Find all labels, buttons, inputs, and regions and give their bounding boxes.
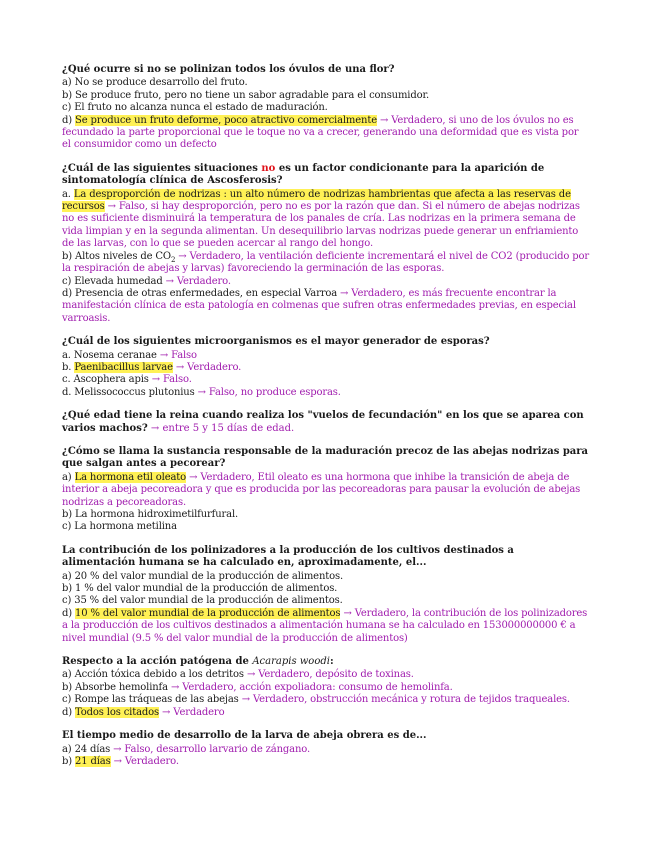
question-block-7 (62, 656, 590, 719)
option-c (62, 694, 590, 706)
option-a (62, 669, 590, 681)
answer-note: → Falso, desarrollo larvario de zángano. (113, 743, 310, 755)
option-prefix: a) (62, 471, 75, 483)
question-title (62, 163, 590, 188)
question-block-1 (62, 64, 590, 152)
answer-note: → Falso, si hay desproporción, pero no es por la razón que dan. Si el número de abejas nodrizas no es suficiente disminuirá la temperatura de los panales de cría. Las nodrizas en la primera semana de vida limpian y en la segunda alimentan. Un desequilibrio larvas nodrizas puede generar un enfriamiento de las larvas, con lo que se pueden acercar al rango del hongo. (62, 201, 580, 250)
question-block-3 (62, 336, 590, 399)
highlighted-answer: 21 días (75, 755, 111, 767)
answer-note: → Verdadero, la contribución de los polinizadores a la producción de los cultivos destinados a alimentación humana se ha calculado en 153000000000 € a nivel mundial (9.5 % del valor mundial de la producción de alimentos) (62, 607, 588, 644)
option-text: d. Melissococcus plutonius (62, 386, 198, 398)
question-title (62, 656, 590, 668)
question-title: El tiempo medio de desarrollo de la larva de abeja obrera es de... (62, 730, 427, 742)
answer-note: → Verdadero, Etil oleato es una hormona que inhibe la transición de abeja de interior a abeja pecoreadora y que es producida por las pecoreadoras para pausar la evolución de abejas nodrizas a pecoreadoras. (62, 471, 581, 508)
answer-note: → Falso (159, 349, 197, 361)
option-b (62, 682, 590, 694)
answer-note: → Verdadero, obstrucción mecánica y rotura de tejidos traqueales. (241, 694, 570, 706)
option-b: b) Se produce fruto, pero no tiene un sabor agradable para el consumidor. (62, 89, 430, 101)
option-c (62, 276, 590, 288)
highlighted-answer: Se produce un fruto deforme, poco atractivo comercialmente (75, 114, 377, 126)
answer-note: → Verdadero. (165, 275, 231, 287)
option-b: b) La hormona hidroximetilfurfural. (62, 509, 239, 520)
title-part: es un factor condicionante para la aparición de sintomatología clínica de Ascosferosis? (62, 162, 545, 187)
document-content (62, 64, 590, 779)
highlighted-answer: La hormona etil oleato (74, 471, 187, 483)
option-prefix: d) (62, 114, 76, 126)
option-prefix: b. (62, 361, 75, 373)
species-name: Acarapis woodi (252, 656, 330, 668)
question-title: ¿Qué ocurre si no se polinizan todos los óvulos de una flor? (62, 64, 395, 75)
option-d (62, 608, 590, 645)
question-block-5 (62, 446, 590, 534)
answer-note: → entre 5 y 15 días de edad. (147, 422, 295, 434)
option-text: d) Presencia de otras enfermedades, en especial Varroa (62, 287, 341, 299)
option-b (62, 756, 590, 768)
option-c (62, 374, 590, 386)
option-a (62, 189, 590, 251)
highlighted-answer: Paenibacillus larvae (74, 361, 173, 373)
option-text: c) Rompe las tráqueas de las abejas (62, 694, 242, 706)
answer-note: → Verdadero, depósito de toxinas. (246, 669, 414, 681)
option-text: c) Elevada humedad (62, 275, 166, 287)
option-text: a) Acción tóxica debido a los detritos (62, 669, 247, 681)
option-c: c) 35 % del valor mundial de la producción de alimentos. (62, 595, 343, 607)
option-text: a) 24 días (62, 743, 114, 755)
option-b: b) 1 % del valor mundial de la producción de alimentos. (62, 583, 338, 595)
question-title: ¿Cuál de los siguientes microorganismos es el mayor generador de esporas? (62, 336, 490, 348)
title-part: ¿Cuál de las siguientes situaciones (62, 162, 262, 174)
option-text: c. Ascophera apis (62, 374, 152, 386)
answer-note: → Verdadero. (172, 361, 242, 373)
option-d (62, 387, 590, 399)
option-a (62, 350, 590, 362)
answer-note: → Verdadero. (110, 755, 179, 767)
question-block-4 (62, 410, 590, 435)
title-part: : (329, 656, 334, 668)
question-title: La contribución de los polinizadores a la producción de los cultivos destinados a alimentación humana se ha calculado en, aproximadamente, el... (62, 544, 514, 569)
option-a: a) 20 % del valor mundial de la producción de alimentos. (62, 570, 343, 582)
option-text: a. Nosema ceranae (62, 349, 160, 361)
title-part: Respecto a la acción patógena de (62, 656, 253, 668)
option-a (62, 472, 590, 509)
title-text: ¿Qué edad tiene la reina cuando realiza los "vuelos de fecundación" en los que se aparea con varios machos? (62, 410, 584, 434)
subscript: 2 (170, 255, 176, 264)
option-a (62, 744, 590, 756)
option-c: c) El fruto no alcanza nunca el estado de maduración. (62, 102, 328, 114)
option-a: a) No se produce desarrollo del fruto. (62, 77, 248, 89)
answer-note: → Verdadero, acción expoliadora: consumo de hemolinfa. (170, 681, 453, 693)
answer-note: → Verdadero (159, 706, 225, 718)
option-d (62, 288, 590, 325)
option-prefix: d) (62, 706, 76, 718)
option-b (62, 251, 590, 276)
question-title (62, 410, 590, 435)
option-prefix: d) (62, 607, 76, 619)
answer-note: → Verdadero, es más frecuente encontrar la manifestación clínica de esta patología en colmenas que sufren otras enfermedades previas, en especial varroasis. (62, 287, 576, 324)
option-d (62, 707, 590, 719)
highlighted-answer: Todos los citados (75, 706, 160, 718)
option-prefix: b) (62, 755, 76, 767)
answer-note: → Falso, no produce esporas. (197, 386, 341, 398)
answer-note: → Verdadero, si uno de los óvulos no es fecundado la parte proporcional que le toque no va a crecer, generando una deformidad que es vista por el consumidor como un defecto (62, 114, 579, 151)
title-emphasis-no: no (261, 162, 276, 174)
question-block-2 (62, 163, 590, 325)
highlighted-answer: 10 % del valor mundial de la producción de alimentos (75, 607, 341, 619)
option-b (62, 362, 590, 374)
question-block-8 (62, 730, 590, 768)
option-prefix: a. (62, 188, 74, 200)
highlighted-answer: La desproporción de nodrizas : un alto número de nodrizas hambrientas que afecta a las reservas de recursos (62, 188, 571, 213)
answer-note: → Verdadero, la ventilación deficiente incrementará el nivel de CO2 (producido por la respiración de abejas y larvas) favoreciendo la germinación de las esporas. (62, 250, 590, 275)
option-c: c) La hormona metilina (62, 521, 177, 533)
question-title: ¿Cómo se llama la sustancia responsable de la maduración precoz de las abejas nodrizas para que salgan antes a pecorear? (62, 445, 589, 470)
option-d (62, 115, 590, 152)
answer-note: → Falso. (151, 374, 192, 386)
option-text: b) Altos niveles de CO (62, 250, 171, 262)
question-block-6 (62, 545, 590, 645)
option-text: b) Absorbe hemolinfa (62, 681, 171, 693)
